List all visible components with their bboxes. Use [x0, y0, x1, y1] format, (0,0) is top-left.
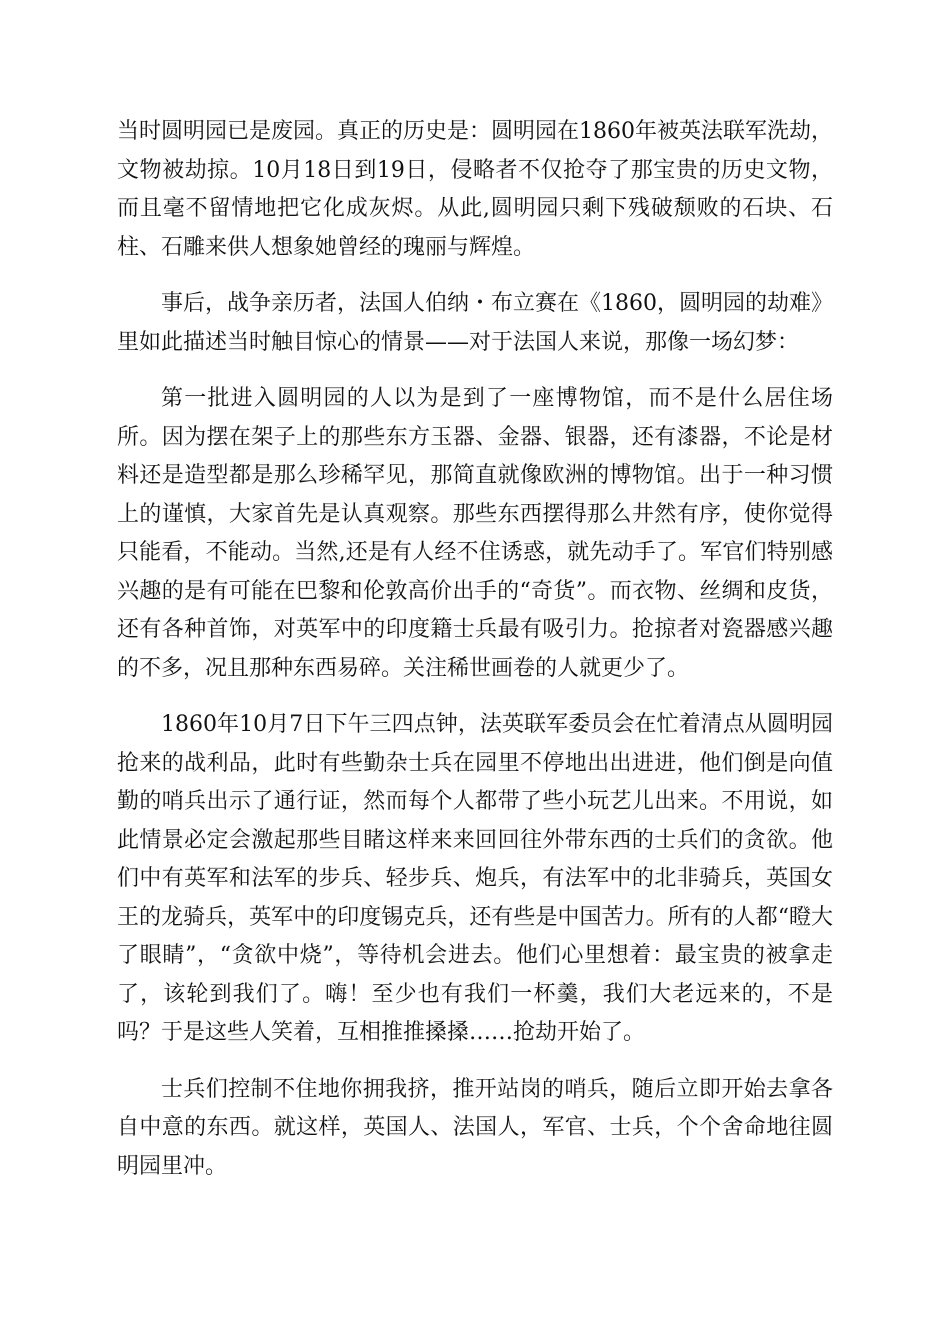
paragraph-1: 当时圆明园已是废园。真正的历史是：圆明园在1860年被英法联军洗劫，文物被劫掠。10月18日到19日，侵略者不仅抢夺了那宝贵的历史文物，而且毫不留情地把它化成灰烬。从此,圆明园只剩下残破颓败的石块、石柱、石雕来供人想象她曾经的瑰丽与辉煌。 [117, 119, 833, 260]
paragraph-5: 士兵们控制不住地你拥我挤，推开站岗的哨兵，随后立即开始去拿各自中意的东西。就这样，英国人、法国人，军官、士兵，个个舍命地往圆明园里冲。 [117, 1076, 833, 1179]
paragraph-4: 1860年10月7日下午三四点钟，法英联军委员会在忙着清点从圆明园抢来的战利品，此时有些勤杂士兵在园里不停地出出进进，他们倒是向值勤的哨兵出示了通行证，然而每个人都带了些小玩艺儿出来。不用说，如此情景必定会激起那些目睹这样来来回回往外带东西的士兵们的贪欲。他们中有英军和法军的步兵、轻步兵、炮兵，有法军中的北非骑兵，英国女王的龙骑兵，英军中的印度锡克兵，还有些是中国苦力。所有的人都“瞪大了眼睛”，“贪欲中烧”，等待机会进去。他们心里想着：最宝贵的被拿走了，该轮到我们了。嗨！至少也有我们一杯羹，我们大老远来的，不是吗？于是这些人笑着，互相推推搡搡……抢劫开始了。 [117, 712, 833, 1045]
paragraph-2: 事后，战争亲历者，法国人伯纳・布立赛在《1860，圆明园的劫难》里如此描述当时触目惊心的情景——对于法国人来说，那像一场幻梦： [117, 291, 833, 355]
document-body [117, 113, 833, 1204]
paragraph-3: 第一批进入圆明园的人以为是到了一座博物馆，而不是什么居住场所。因为摆在架子上的那些东方玉器、金器、银器，还有漆器，不论是材料还是造型都是那么珍稀罕见，那简直就像欧洲的博物馆。出于一种习惯上的谨慎，大家首先是认真观察。那些东西摆得那么井然有序，使你觉得只能看，不能动。当然,还是有人经不住诱惑，就先动手了。军官们特别感兴趣的是有可能在巴黎和伦敦高价出手的“奇货”。而衣物、丝绸和皮货，还有各种首饰，对英军中的印度籍士兵最有吸引力。抢掠者对瓷器感兴趣的不多，况且那种东西易碎。关注稀世画卷的人就更少了。 [117, 386, 833, 681]
